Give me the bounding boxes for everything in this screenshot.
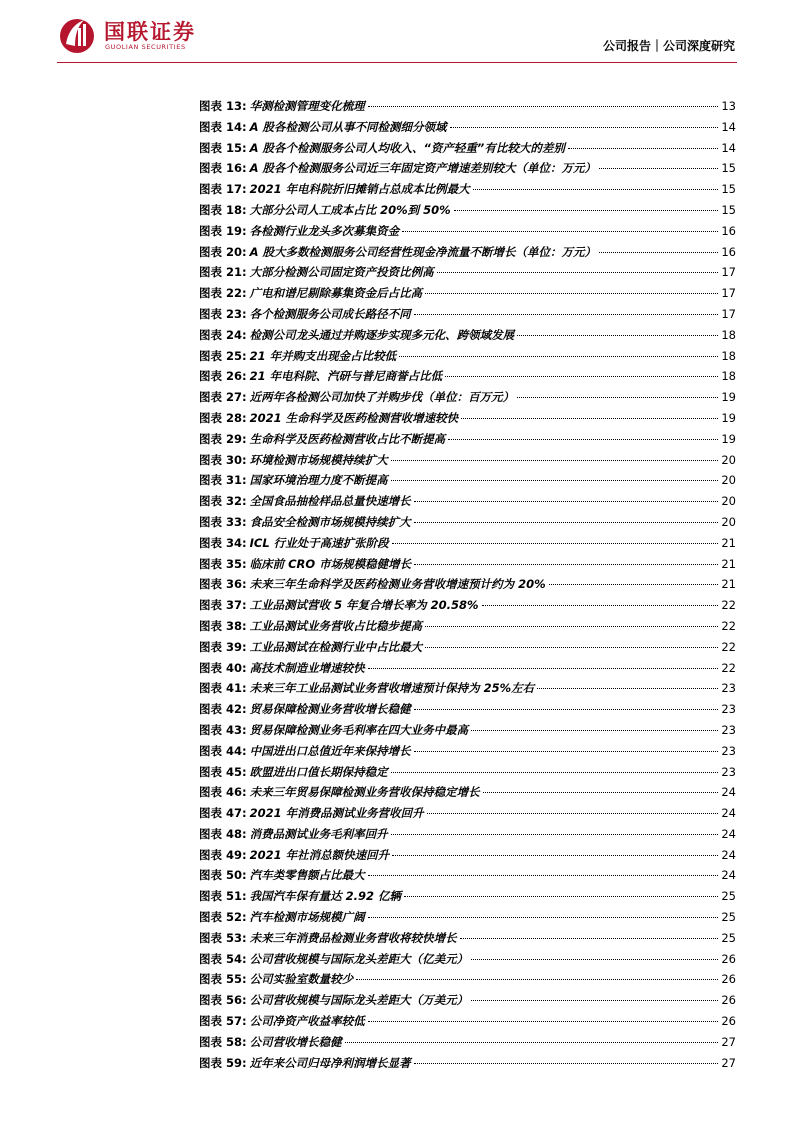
toc-entry-label: 图表 51: — [199, 889, 247, 904]
toc-entry-label: 图表 31: — [199, 473, 247, 488]
toc-entry-page: 23 — [721, 743, 736, 758]
toc-entry-page: 26 — [721, 972, 736, 987]
toc-entry[interactable] — [199, 429, 736, 450]
toc-entry-title: 全国食品抽检样品总量快速增长 — [249, 494, 411, 509]
toc-entry[interactable] — [199, 865, 736, 886]
toc-dot-leader — [471, 1000, 718, 1001]
toc-entry-page: 26 — [721, 993, 736, 1008]
toc-dot-leader — [549, 584, 719, 585]
toc-entry-label: 图表 28: — [199, 410, 247, 425]
toc-entry-page: 27 — [721, 1055, 736, 1070]
toc-entry-title: 检测公司龙头通过并购逐步实现多元化、跨领域发展 — [249, 327, 515, 342]
toc-entry[interactable] — [199, 741, 736, 762]
toc-entry-title: 环境检测市场规模持续扩大 — [249, 452, 388, 467]
toc-entry-page: 19 — [721, 431, 736, 446]
toc-dot-leader — [461, 418, 718, 419]
toc-dot-leader — [425, 647, 718, 648]
toc-dot-leader — [483, 792, 719, 793]
toc-entry-label: 图表 40: — [199, 660, 247, 675]
toc-entry-page: 20 — [721, 514, 736, 529]
toc-entry-page: 25 — [721, 930, 736, 945]
toc-dot-leader — [414, 522, 719, 523]
toc-entry-label: 图表 49: — [199, 847, 247, 862]
toc-dot-leader — [392, 855, 718, 856]
toc-entry-title: 公司实验室数量较少 — [249, 972, 354, 987]
toc-entry-label: 图表 55: — [199, 972, 247, 987]
toc-entry-label: 图表 32: — [199, 494, 247, 509]
toc-entry-page: 24 — [721, 847, 736, 862]
toc-entry[interactable] — [199, 949, 736, 970]
toc-dot-leader — [414, 751, 719, 752]
toc-entry-page: 17 — [721, 286, 736, 301]
toc-entry-page: 15 — [721, 161, 736, 176]
toc-entry-page: 22 — [721, 639, 736, 654]
toc-entry[interactable] — [199, 907, 736, 928]
toc-entry[interactable] — [199, 470, 736, 491]
toc-entry-title: 中国进出口总值近年来保持增长 — [249, 743, 411, 758]
toc-entry[interactable] — [199, 637, 736, 658]
toc-entry-label: 图表 17: — [199, 182, 247, 197]
toc-entry-title: A 股各检测公司从事不同检测细分领域 — [249, 119, 447, 134]
toc-dot-leader — [437, 272, 719, 273]
toc-entry-title: 临床前 CRO 市场规模稳健增长 — [249, 556, 412, 571]
toc-entry-title: 2021 年社消总额快速回升 — [249, 847, 390, 862]
toc-entry-page: 17 — [721, 306, 736, 321]
toc-entry[interactable] — [199, 325, 736, 346]
toc-entry[interactable] — [199, 96, 736, 117]
toc-entry[interactable] — [199, 782, 736, 803]
toc-entry-page: 24 — [721, 868, 736, 883]
toc-entry[interactable] — [199, 491, 736, 512]
toc-entry-page: 19 — [721, 410, 736, 425]
toc-dot-leader — [471, 730, 718, 731]
toc-entry-page: 21 — [721, 577, 736, 592]
toc-entry[interactable] — [199, 346, 736, 367]
toc-entry-title: 各个检测服务公司成长路径不同 — [249, 306, 411, 321]
toc-dot-leader — [445, 376, 718, 377]
toc-entry-page: 14 — [721, 119, 736, 134]
toc-entry[interactable] — [199, 221, 736, 242]
toc-entry-page: 25 — [721, 910, 736, 925]
toc-dot-leader — [414, 501, 719, 502]
toc-entry-title: 生命科学及医药检测营收占比不断提高 — [249, 431, 446, 446]
toc-entry[interactable] — [199, 200, 736, 221]
toc-entry-page: 24 — [721, 806, 736, 821]
toc-entry-label: 图表 36: — [199, 577, 247, 592]
logo-chinese-name: 国联证券 — [104, 20, 196, 44]
toc-entry-page: 20 — [721, 494, 736, 509]
toc-entry-page: 23 — [721, 681, 736, 696]
toc-entry-title: 公司营收增长稳健 — [249, 1034, 342, 1049]
toc-entry-label: 图表 33: — [199, 514, 247, 529]
toc-entry-label: 图表 30: — [199, 452, 247, 467]
toc-entry[interactable] — [199, 845, 736, 866]
toc-entry-title: A 股大多数检测服务公司经营性现金净流量不断增长（单位：万元） — [249, 244, 597, 259]
page-header — [0, 0, 793, 68]
toc-entry-title: 未来三年消费品检测业务营收将较快增长 — [249, 930, 457, 945]
toc-dot-leader — [399, 356, 718, 357]
toc-entry-label: 图表 58: — [199, 1034, 247, 1049]
toc-entry[interactable] — [199, 304, 736, 325]
toc-entry-label: 图表 14: — [199, 119, 247, 134]
toc-entry[interactable] — [199, 1032, 736, 1053]
toc-dot-leader — [448, 439, 718, 440]
toc-entry-title: 公司净资产收益率较低 — [249, 1014, 365, 1029]
toc-entry-title: 未来三年工业品测试业务营收增速预计保持为 25%左右 — [249, 681, 535, 696]
toc-entry-title: 消费品测试业务毛利率回升 — [249, 826, 388, 841]
toc-entry-label: 图表 38: — [199, 618, 247, 633]
toc-entry-title: 工业品测试在检测行业中占比最大 — [249, 639, 423, 654]
toc-entry-page: 22 — [721, 660, 736, 675]
toc-entry[interactable] — [199, 658, 736, 679]
toc-dot-leader — [368, 1021, 719, 1022]
toc-dot-leader — [427, 813, 719, 814]
toc-entry-label: 图表 27: — [199, 390, 247, 405]
toc-entry[interactable] — [199, 616, 736, 637]
toc-entry[interactable] — [199, 158, 736, 179]
toc-entry[interactable] — [199, 283, 736, 304]
toc-entry-title: 2021 年消费品测试业务营收回升 — [249, 806, 424, 821]
toc-entry-title: 21 年并购支出现金占比较低 — [249, 348, 397, 363]
toc-dot-leader — [517, 397, 718, 398]
toc-entry-title: 国家环境治理力度不断提高 — [249, 473, 388, 488]
toc-entry-page: 17 — [721, 265, 736, 280]
toc-dot-leader — [425, 626, 718, 627]
toc-entry-title: A 股各个检测服务公司近三年固定资产增速差别较大（单位：万元） — [249, 161, 597, 176]
toc-entry-label: 图表 52: — [199, 910, 247, 925]
toc-entry[interactable] — [199, 533, 736, 554]
toc-dot-leader — [414, 709, 719, 710]
toc-entry[interactable] — [199, 387, 736, 408]
toc-dot-leader — [345, 1042, 719, 1043]
toc-entry-label: 图表 34: — [199, 535, 247, 550]
report-type: 公司报告｜公司深度研究 — [602, 39, 735, 53]
toc-dot-leader — [599, 252, 718, 253]
toc-dot-leader — [482, 605, 719, 606]
toc-entry-title: 公司营收规模与国际龙头差距大（万美元） — [249, 993, 469, 1008]
toc-entry-label: 图表 13: — [199, 99, 247, 113]
toc-entry-title: 大部分公司人工成本占比 20%到 50% — [249, 202, 451, 217]
toc-entry-label: 图表 50: — [199, 868, 247, 883]
toc-dot-leader — [517, 335, 718, 336]
toc-dot-leader — [414, 564, 718, 565]
toc-entry-page: 22 — [721, 598, 736, 613]
toc-dot-leader — [414, 1063, 719, 1064]
toc-entry-page: 23 — [721, 702, 736, 717]
toc-entry-page: 23 — [721, 764, 736, 779]
toc-entry-title: 工业品测试营收 5 年复合增长率为 20.58% — [249, 598, 479, 613]
toc-entry-label: 图表 18: — [199, 202, 247, 217]
toc-entry-label: 图表 42: — [199, 702, 247, 717]
toc-entry-page: 21 — [721, 535, 736, 550]
toc-entry[interactable] — [199, 990, 736, 1011]
toc-entry-title: 公司营收规模与国际龙头差距大（亿美元） — [249, 951, 469, 966]
toc-entry[interactable] — [199, 242, 736, 263]
toc-dot-leader — [450, 127, 719, 128]
toc-entry-title: 高技术制造业增速较快 — [249, 660, 365, 675]
toc-dot-leader — [454, 210, 719, 211]
toc-entry-title: ICL 行业处于高速扩张阶段 — [249, 535, 389, 550]
toc-entry-label: 图表 23: — [199, 306, 247, 321]
toc-entry[interactable] — [199, 720, 736, 741]
toc-dot-leader — [537, 688, 718, 689]
toc-entry-page: 14 — [721, 140, 736, 155]
toc-entry-page: 22 — [721, 618, 736, 633]
toc-entry[interactable] — [199, 138, 736, 159]
toc-entry[interactable] — [199, 574, 736, 595]
toc-entry-label: 图表 24: — [199, 327, 247, 342]
toc-entry[interactable] — [199, 699, 736, 720]
toc-entry[interactable] — [199, 803, 736, 824]
toc-entry[interactable] — [199, 179, 736, 200]
toc-entry-title: 贸易保障检测业务营收增长稳健 — [249, 702, 411, 717]
toc-entry-title: 工业品测试业务营收占比稳步提高 — [249, 618, 423, 633]
toc-entry[interactable] — [199, 595, 736, 616]
toc-entry-page: 18 — [721, 369, 736, 384]
toc-entry[interactable] — [199, 408, 736, 429]
toc-entry[interactable] — [199, 262, 736, 283]
toc-entry-page: 23 — [721, 722, 736, 737]
toc-entry-label: 图表 22: — [199, 286, 247, 301]
toc-entry-label: 图表 46: — [199, 785, 247, 800]
toc-entry-label: 图表 44: — [199, 743, 247, 758]
toc-entry-page: 27 — [721, 1034, 736, 1049]
toc-entry-label: 图表 20: — [199, 244, 247, 259]
toc-entry-title: 2021 生命科学及医药检测营收增速较快 — [249, 410, 459, 425]
toc-entry-label: 图表 48: — [199, 826, 247, 841]
toc-entry[interactable] — [199, 512, 736, 533]
toc-entry[interactable] — [199, 969, 736, 990]
toc-dot-leader — [356, 979, 718, 980]
toc-dot-leader — [368, 917, 719, 918]
toc-dot-leader — [391, 834, 719, 835]
toc-entry-page: 26 — [721, 1014, 736, 1029]
toc-entry-page: 13 — [721, 99, 736, 113]
toc-entry-title: 华测检测管理变化梳理 — [249, 99, 365, 113]
toc-entry-label: 图表 37: — [199, 598, 247, 613]
toc-entry-page: 15 — [721, 202, 736, 217]
company-logo — [58, 14, 218, 58]
toc-entry-title: 未来三年生命科学及医药检测业务营收增速预计约为 20% — [249, 577, 546, 592]
toc-entry-page: 21 — [721, 556, 736, 571]
toc-entry-title: A 股各个检测服务公司人均收入、“资产轻重”有比较大的差别 — [249, 140, 565, 155]
toc-entry-title: 大部分检测公司固定资产投资比例高 — [249, 265, 434, 280]
toc-entry-label: 图表 19: — [199, 223, 247, 238]
toc-dot-leader — [404, 896, 718, 897]
toc-entry-title: 汽车类零售额占比最大 — [249, 868, 365, 883]
toc-entry-title: 广电和谱尼剔除募集资金后占比高 — [249, 286, 423, 301]
toc-entry-title: 2021 年电科院折旧摊销占总成本比例最大 — [249, 182, 470, 197]
toc-entry[interactable] — [199, 366, 736, 387]
toc-entry-label: 图表 21: — [199, 265, 247, 280]
toc-dot-leader — [368, 106, 719, 107]
toc-entry-label: 图表 25: — [199, 348, 247, 363]
toc-entry-title: 贸易保障检测业务毛利率在四大业务中最高 — [249, 722, 469, 737]
toc-entry-page: 24 — [721, 826, 736, 841]
toc-entry-page: 19 — [721, 390, 736, 405]
toc-entry-label: 图表 39: — [199, 639, 247, 654]
toc-entry-page: 20 — [721, 452, 736, 467]
toc-entry-label: 图表 53: — [199, 930, 247, 945]
toc-entry[interactable] — [199, 1053, 736, 1074]
toc-entry-label: 图表 54: — [199, 951, 247, 966]
toc-dot-leader — [368, 875, 719, 876]
toc-entry-page: 25 — [721, 889, 736, 904]
toc-entry-page: 24 — [721, 785, 736, 800]
toc-entry[interactable] — [199, 678, 736, 699]
toc-entry-label: 图表 43: — [199, 722, 247, 737]
toc-entry-title: 近两年各检测公司加快了并购步伐（单位：百万元） — [249, 390, 515, 405]
toc-entry-label: 图表 29: — [199, 431, 247, 446]
logo-english-name: GUOLIAN SECURITIES — [105, 43, 186, 51]
toc-entry-title: 我国汽车保有量达 2.92 亿辆 — [249, 889, 401, 904]
toc-dot-leader — [599, 168, 718, 169]
toc-entry[interactable] — [199, 554, 736, 575]
toc-dot-leader — [473, 189, 719, 190]
toc-dot-leader — [425, 293, 718, 294]
toc-entry-title: 各检测行业龙头多次募集资金 — [249, 223, 400, 238]
toc-dot-leader — [402, 231, 718, 232]
toc-entry-label: 图表 57: — [199, 1014, 247, 1029]
toc-dot-leader — [391, 460, 719, 461]
toc-entry[interactable] — [199, 928, 736, 949]
toc-dot-leader — [391, 480, 719, 481]
toc-entry-page: 18 — [721, 327, 736, 342]
figure-table-of-contents — [199, 96, 736, 1073]
toc-entry-label: 图表 56: — [199, 993, 247, 1008]
toc-entry[interactable] — [199, 886, 736, 907]
toc-dot-leader — [471, 959, 718, 960]
guolian-logo-icon — [58, 14, 98, 54]
toc-entry-title: 食品安全检测市场规模持续扩大 — [249, 514, 411, 529]
toc-entry-label: 图表 45: — [199, 764, 247, 779]
toc-entry-title: 汽车检测市场规模广阔 — [249, 910, 365, 925]
toc-entry[interactable] — [199, 1011, 736, 1032]
toc-entry-page: 15 — [721, 182, 736, 197]
toc-dot-leader — [391, 772, 719, 773]
toc-entry[interactable] — [199, 762, 736, 783]
toc-entry-title: 近年来公司归母净利润增长显著 — [249, 1055, 411, 1070]
toc-entry-page: 16 — [721, 244, 736, 259]
toc-entry-label: 图表 26: — [199, 369, 247, 384]
toc-entry[interactable] — [199, 450, 736, 471]
toc-entry-page: 18 — [721, 348, 736, 363]
toc-entry-label: 图表 16: — [199, 161, 247, 176]
toc-entry-page: 20 — [721, 473, 736, 488]
toc-entry-page: 26 — [721, 951, 736, 966]
toc-entry-title: 21 年电科院、汽研与普尼商誉占比低 — [249, 369, 443, 384]
toc-entry-label: 图表 47: — [199, 806, 247, 821]
toc-entry-label: 图表 15: — [199, 140, 247, 155]
toc-entry-label: 图表 41: — [199, 681, 247, 696]
header-divider — [57, 62, 737, 63]
toc-entry-title: 欧盟进出口值长期保持稳定 — [249, 764, 388, 779]
toc-dot-leader — [460, 938, 719, 939]
toc-entry-title: 未来三年贸易保障检测业务营收保持稳定增长 — [249, 785, 480, 800]
toc-dot-leader — [392, 543, 719, 544]
toc-entry[interactable] — [199, 117, 736, 138]
toc-dot-leader — [414, 314, 719, 315]
toc-entry-label: 图表 59: — [199, 1055, 247, 1070]
toc-dot-leader — [568, 148, 719, 149]
toc-dot-leader — [368, 668, 719, 669]
toc-entry[interactable] — [199, 824, 736, 845]
toc-entry-page: 16 — [721, 223, 736, 238]
toc-entry-label: 图表 35: — [199, 556, 247, 571]
